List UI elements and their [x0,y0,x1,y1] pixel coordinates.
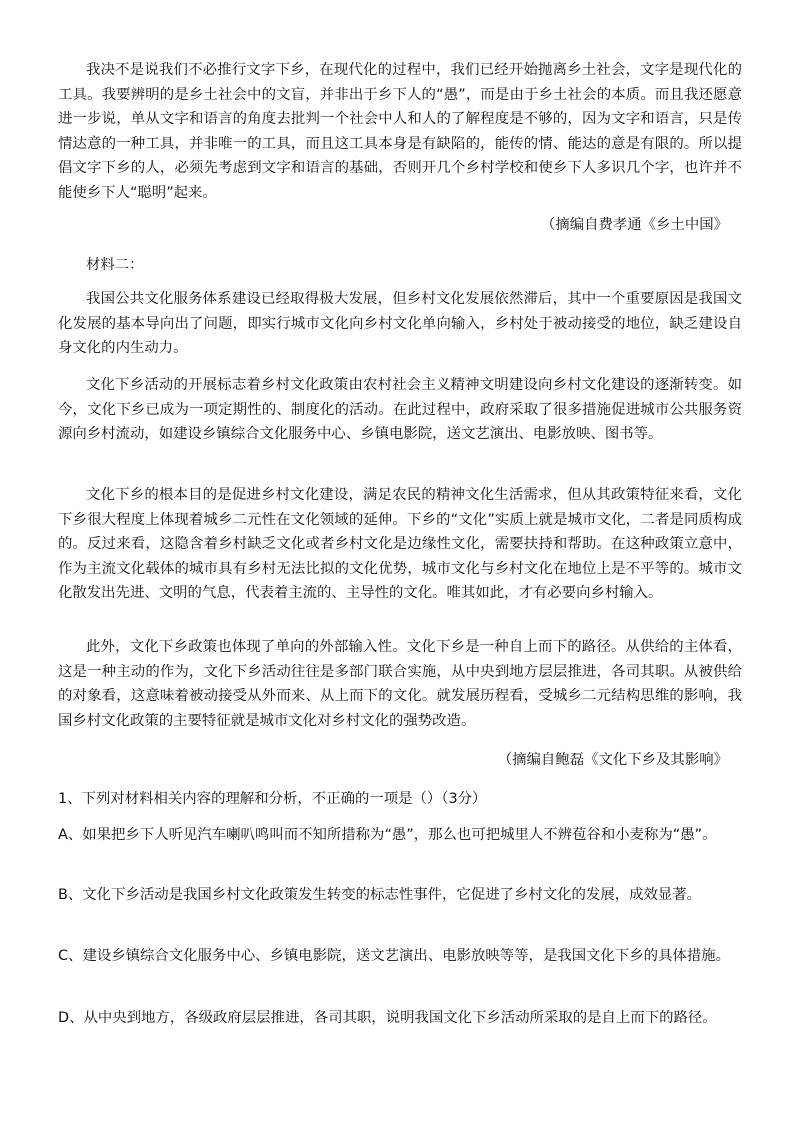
option-c: C、建设乡镇综合文化服务中心、乡镇电影院，送文艺演出、电影放映等等，是我国文化下乡的具体措施。 [58,948,731,964]
option-b: B、文化下乡活动是我国乡村文化政策发生转变的标志性事件，它促进了乡村文化的发展，成效显著。 [58,887,702,903]
source-citation-2: （摘编自鲍磊《文化下乡及其影响》 [497,752,728,768]
source-citation-1: （摘编自费孝通《乡土中国》 [540,217,728,233]
paragraph-2: 我国公共文化服务体系建设已经取得极大发展，但乡村文化发展依然滞后，其中一个重要原因是我国文化发展的基本导向出了问题，即实行城市文化向乡村文化单向输入，乡村处于被动接受的地位，缺乏建设自身文化的内生动力。 [58,291,742,356]
paragraph-1: 我决不是说我们不必推行文字下乡，在现代化的过程中，我们已经开始抛离乡土社会，文字是现代化的工具。我要辨明的是乡土社会中的文盲，并非出于乡下人的“愚”，而是由于乡土社会的本质。而且我还愿意进一步说，单从文字和语言的角度去批判一个社会中人和人的了解程度是不够的，因为文字和语言，只是传情达意的一种工具，并非唯一的工具，而且这工具本身是有缺陷的，能传的情、能达的意是有限的。所以提倡文字下乡的人，必须先考虑到文字和语言的基础，否则开几个乡村学校和使乡下人多识几个字，也许并不能使乡下人“聪明”起来。 [58,62,742,201]
paragraph-3: 文化下乡活动的开展标志着乡村文化政策由农村社会主义精神文明建设向乡村文化建设的逐渐转变。如今，文化下乡已成为一项定期性的、制度化的活动。在此过程中，政府采取了很多措施促进城市公共服务资源向乡村流动，如建设乡镇综合文化服务中心、乡镇电影院，送文艺演出、电影放映、图书等。 [58,377,742,442]
question-stem: 1、下列对材料相关内容的理解和分析，不正确的一项是（）（3分） [58,791,487,807]
paragraph-5: 此外，文化下乡政策也体现了单向的外部输入性。文化下乡是一种自上而下的路径。从供给的主体看，这是一种主动的作为，文化下乡活动往往是多部门联合实施，从中央到地方层层推进，各司其职。从被供给的对象看，这意味着被动接受从外而来、从上而下的文化。就发展历程看，受城乡二元结构思维的影响，我国乡村文化政策的主要特征就是城市文化对乡村文化的强势改造。 [58,639,742,729]
material-2-label: 材料二： [86,257,144,273]
option-a: A、如果把乡下人听见汽车喇叭鸣叫而不知所措称为“愚”，那么也可把城里人不辨苞谷和小麦称为“愚”。 [58,827,717,843]
option-d: D、从中央到地方，各级政府层层推进，各司其职，说明我国文化下乡活动所采取的是自上而下的路径。 [58,1010,717,1026]
paragraph-4: 文化下乡的根本目的是促进乡村文化建设，满足农民的精神文化生活需求，但从其政策特征来看，文化下乡很大程度上体现着城乡二元性在文化领域的延伸。下乡的“文化”实质上就是城市文化，二者是同质构成的。反过来看，这隐含着乡村缺乏文化或者乡村文化是边缘性文化，需要扶持和帮助。在这种政策立意中，作为主流文化载体的城市具有乡村无法比拟的文化优势，城市文化与乡村文化在地位上是不平等的。城市文化散发出先进、文明的气息，代表着主流的、主导性的文化。唯其如此，才有必要向乡村输入。 [58,487,742,601]
